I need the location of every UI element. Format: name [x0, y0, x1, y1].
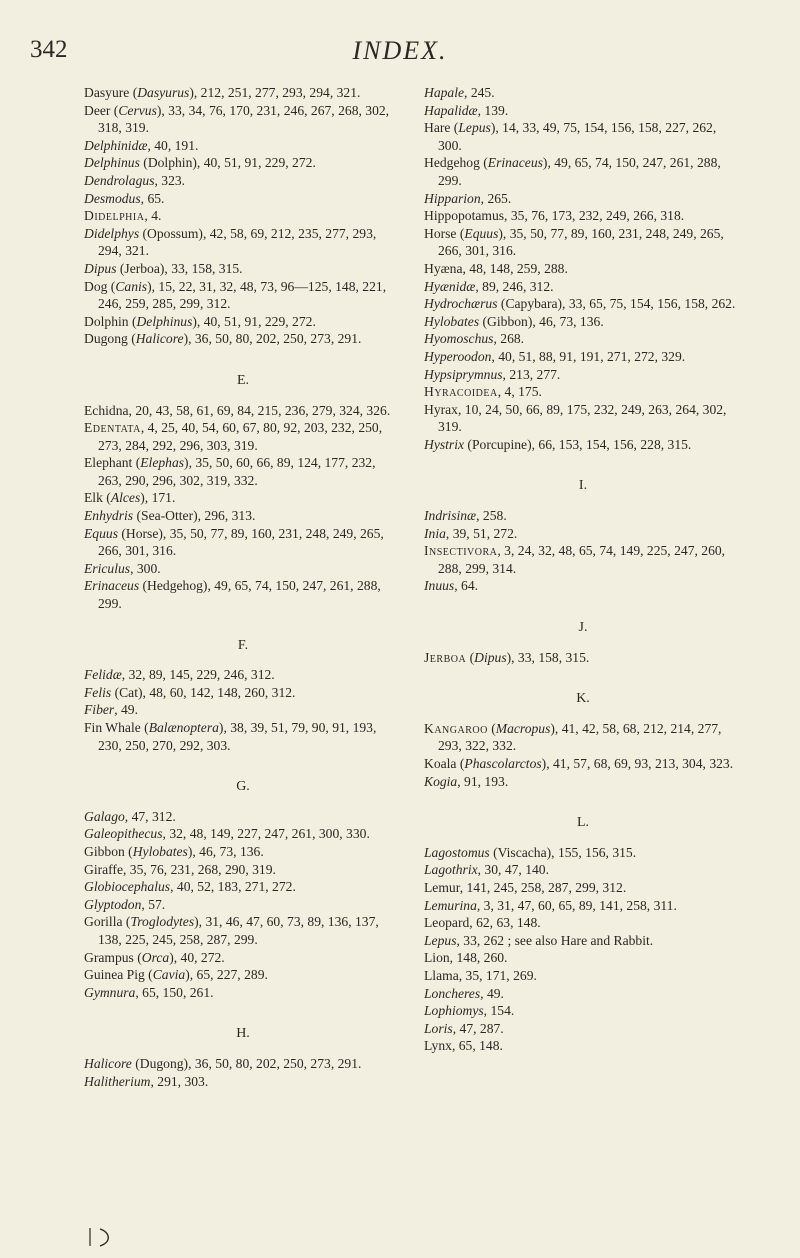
entry-text: , 3, 24, 32, 48, 65, 74, 149, 225, 247, 260, 288, 299, 314. — [438, 543, 726, 576]
index-entry — [84, 825, 402, 843]
index-entry — [84, 489, 402, 507]
entry-latin-name: Desmodus — [84, 190, 141, 206]
entry-latin-name: Glyptodon — [84, 896, 142, 912]
index-entry — [424, 542, 742, 577]
index-entry — [84, 84, 402, 102]
entry-text: ), 33, 158, 315. — [506, 649, 590, 665]
entry-latin-name: Erinaceus — [487, 155, 543, 171]
entry-text: ( — [487, 720, 496, 736]
entry-text: ), 38, 39, 51, 79, 90, 91, 193, 230, 250, 270, 292, 303. — [98, 720, 377, 753]
entry-latin-name: Hyænidæ — [424, 278, 476, 294]
entry-text: , 57. — [141, 896, 166, 912]
entry-text: Deer ( — [84, 102, 119, 118]
entry-text: (Cat), 48, 60, 142, 148, 260, 312. — [111, 684, 296, 700]
index-entry — [424, 844, 742, 862]
entry-text: (Opossum), 42, 58, 69, 212, 235, 277, 293, 294, 321. — [98, 225, 377, 259]
entry-text: Fin Whale ( — [84, 720, 149, 735]
entry-latin-name: Canis — [115, 278, 148, 294]
index-entry — [84, 313, 402, 331]
index-entry — [84, 1073, 402, 1091]
entry-text: (Gibbon), 46, 73, 136. — [479, 313, 604, 329]
entry-text: Leopard, 62, 63, 148. — [424, 915, 541, 931]
index-entry — [424, 932, 742, 950]
entry-text: , 4, 25, 40, 54, 60, 67, 80, 92, 203, 232, 250, 273, 284, 292, 296, 303, 319. — [98, 420, 383, 453]
index-entry — [84, 225, 402, 260]
index-entry — [84, 560, 402, 578]
entry-text: Lynx, 65, 148. — [424, 1038, 503, 1054]
entry-latin-name: Felidæ — [84, 667, 122, 683]
entry-text: Dugong ( — [84, 331, 136, 347]
section-heading: J. — [578, 620, 588, 636]
index-entry — [84, 878, 402, 896]
entry-group-name: Jerboa — [424, 649, 467, 665]
entry-text: Llama, 35, 171, 269. — [424, 967, 537, 983]
index-entry — [424, 1037, 742, 1055]
entry-text: ), 171. — [140, 490, 176, 506]
index-entry — [84, 419, 402, 454]
entry-text: , 30, 47, 140. — [477, 862, 549, 878]
entry-text: , 4, 175. — [497, 384, 542, 400]
entry-text: , 268. — [493, 331, 525, 347]
index-entry — [424, 436, 742, 454]
entry-group-name: Hyracoidea — [424, 384, 498, 400]
entry-text: , 265. — [480, 190, 512, 206]
entry-latin-name: Halicore — [84, 1055, 132, 1071]
entry-latin-name: Didelphys — [84, 225, 140, 241]
entry-text: Dog ( — [84, 278, 116, 294]
index-entry — [84, 190, 402, 208]
entry-text: , 3, 31, 47, 60, 65, 89, 141, 258, 311. — [476, 897, 677, 913]
entry-text: ), 15, 22, 31, 32, 48, 73, 96—125, 148, 221, 246, 259, 285, 299, 312. — [98, 278, 387, 312]
entry-text: ), 49, 65, 74, 150, 247, 261, 288, 299. — [438, 155, 721, 188]
entry-text: (Hedgehog), 49, 65, 74, 150, 247, 261, 288, 299. — [98, 578, 381, 612]
entry-text: (Dugong), 36, 50, 80, 202, 250, 273, 291. — [131, 1055, 362, 1071]
section-heading: E. — [236, 372, 250, 388]
entry-text: Hedgehog ( — [424, 155, 488, 171]
entry-text: , 4. — [144, 208, 162, 224]
entry-latin-name: Hystrix — [424, 436, 465, 452]
entry-text: , 245. — [464, 85, 495, 100]
entry-text: ), 35, 50, 77, 89, 160, 231, 248, 249, 265, 266, 301, 316. — [438, 225, 724, 259]
index-entry — [424, 897, 742, 915]
entry-latin-name: Lophiomys — [424, 1003, 484, 1019]
index-entry — [424, 313, 742, 331]
index-entry — [84, 402, 402, 420]
entry-text: , 300. — [130, 560, 161, 576]
entry-text: , 65, 150, 261. — [135, 984, 214, 1000]
entry-latin-name: Dipus — [84, 260, 117, 276]
entry-text: ), 35, 50, 60, 66, 89, 124, 177, 232, 263, 290, 296, 302, 319, 332. — [98, 455, 376, 488]
index-entry — [84, 808, 402, 826]
entry-text: , 40, 51, 88, 91, 191, 271, 272, 329. — [491, 348, 686, 364]
section-heading: G. — [236, 779, 250, 795]
index-entry — [84, 966, 402, 984]
index-entry — [424, 720, 742, 755]
entry-text: , 323. — [154, 172, 186, 188]
entry-latin-name: Troglodytes — [130, 914, 195, 930]
entry-text: Gorilla ( — [84, 914, 131, 930]
entry-latin-name: Galeopithecus — [84, 826, 163, 842]
entry-latin-name: Inuus — [424, 578, 455, 594]
index-entry — [424, 949, 742, 967]
index-entry — [424, 967, 742, 985]
entry-group-name: Kangaroo — [424, 720, 488, 736]
index-entry — [424, 861, 742, 879]
entry-latin-name: Erinaceus — [84, 578, 140, 594]
entry-latin-name: Felis — [84, 684, 112, 700]
section-heading: H. — [236, 1026, 250, 1042]
entry-text: Giraffe, 35, 76, 231, 268, 290, 319. — [84, 861, 276, 877]
section-heading: I. — [578, 478, 588, 494]
entry-text: Elephant ( — [84, 455, 141, 471]
index-entry — [84, 507, 402, 525]
entry-text: , 139. — [477, 102, 509, 118]
entry-latin-name: Phascolarctos — [464, 756, 542, 771]
index-entry — [84, 525, 402, 560]
index-entry — [424, 366, 742, 384]
entry-text: ), 65, 227, 289. — [185, 967, 268, 983]
entry-text: Hyrax, 10, 24, 50, 66, 89, 175, 232, 249, 263, 264, 302, 319. — [424, 401, 727, 435]
entry-text: ), 36, 50, 80, 202, 250, 273, 291. — [183, 331, 362, 347]
index-entry — [424, 84, 742, 102]
index-entry — [84, 984, 402, 1002]
index-entry — [84, 577, 402, 612]
entry-text: (Porcupine), 66, 153, 154, 156, 228, 315. — [464, 436, 692, 452]
entry-latin-name: Macropus — [495, 720, 551, 736]
index-entry — [84, 684, 402, 702]
entry-group-name: Edentata — [84, 420, 141, 436]
entry-text: , 33, 262 ; see also Hare and Rabbit. — [456, 932, 654, 948]
index-entry — [424, 1020, 742, 1038]
entry-group-name: Didelphia — [84, 208, 145, 224]
entry-latin-name: Alces — [110, 490, 141, 506]
index-entry — [424, 225, 742, 260]
entry-text: (Horse), 35, 50, 77, 89, 160, 231, 248, 249, 265, 266, 301, 316. — [98, 525, 384, 559]
index-entry — [84, 896, 402, 914]
entry-latin-name: Equus — [464, 225, 499, 241]
entry-text: ), 40, 272. — [169, 949, 225, 965]
index-entry — [84, 861, 402, 879]
entry-latin-name: Dendrolagus — [84, 172, 155, 188]
entry-text: (Dolphin), 40, 51, 91, 229, 272. — [139, 155, 316, 171]
entry-text: ), 14, 33, 49, 75, 154, 156, 158, 227, 262, 300. — [438, 120, 717, 153]
entry-latin-name: Loris — [424, 1020, 453, 1036]
entry-latin-name: Hypsiprymnus — [424, 366, 503, 382]
entry-text: Lemur, 141, 245, 258, 287, 299, 312. — [424, 879, 627, 895]
index-entry — [424, 773, 742, 791]
entry-latin-name: Globiocephalus — [84, 879, 171, 895]
entry-text: Hippopotamus, 35, 76, 173, 232, 249, 266, 318. — [424, 208, 685, 224]
entry-latin-name: Equus — [84, 525, 118, 541]
entry-latin-name: Fiber — [84, 702, 115, 718]
entry-latin-name: Hylobates — [424, 313, 480, 329]
entry-text: ), 31, 46, 47, 60, 73, 89, 136, 137, 138, 225, 245, 258, 287, 299. — [98, 914, 379, 947]
index-entry — [84, 260, 402, 278]
library-stamp-icon — [86, 1226, 120, 1248]
entry-text: ), 40, 51, 91, 229, 272. — [192, 313, 316, 329]
index-entry — [424, 755, 742, 773]
index-entry — [424, 119, 742, 154]
entry-latin-name: Halitherium — [84, 1073, 151, 1089]
entry-text: Hyæna, 48, 148, 259, 288. — [424, 260, 568, 276]
page-header — [0, 36, 800, 76]
entry-latin-name: Hapale — [424, 85, 465, 100]
entry-latin-name: Kogia — [424, 773, 458, 789]
entry-latin-name: Lemurina — [424, 897, 477, 913]
right-column — [424, 84, 742, 1055]
index-entry — [424, 525, 742, 543]
entry-latin-name: Delphinus — [84, 155, 140, 171]
index-entry — [424, 507, 742, 525]
index-entry — [84, 843, 402, 861]
index-entry — [84, 154, 402, 172]
entry-text: , 91, 193. — [457, 773, 509, 789]
entry-latin-name: Hyperoodon — [424, 348, 492, 364]
index-entry — [424, 879, 742, 897]
entry-latin-name: Dasyurus — [137, 85, 190, 100]
entry-latin-name: Loncheres — [424, 985, 481, 1001]
entry-latin-name: Inia — [424, 525, 446, 541]
index-entry — [84, 454, 402, 489]
entry-latin-name: Lagothrix — [424, 862, 478, 878]
section-heading: L. — [576, 815, 590, 831]
index-entry — [84, 1055, 402, 1073]
index-entry — [424, 985, 742, 1003]
entry-text: Horse ( — [424, 225, 465, 241]
entry-text: ), 212, 251, 277, 293, 294, 321. — [189, 85, 361, 100]
entry-text: , 39, 51, 272. — [445, 525, 518, 541]
entry-latin-name: Delphinus — [136, 313, 193, 329]
entry-text: (Viscacha), 155, 156, 315. — [489, 844, 637, 860]
index-entry — [424, 401, 742, 436]
entry-text: ), 41, 57, 68, 69, 93, 213, 304, 323. — [541, 756, 734, 771]
index-entry — [424, 102, 742, 120]
entry-latin-name: Cavia — [152, 967, 186, 983]
index-entry — [424, 190, 742, 208]
index-entry — [84, 207, 402, 225]
entry-text: (Sea-Otter), 296, 313. — [133, 508, 256, 524]
entry-latin-name: Ericulus — [84, 560, 131, 576]
entry-latin-name: Galago — [84, 808, 125, 824]
entry-text: , 64. — [454, 578, 479, 594]
index-entry — [84, 137, 402, 155]
page-number: 342 — [30, 36, 68, 63]
entry-text: (Jerboa), 33, 158, 315. — [116, 260, 243, 276]
index-entry — [84, 278, 402, 313]
entry-text: Echidna, 20, 43, 58, 61, 69, 84, 215, 236, 279, 324, 326. — [84, 402, 391, 418]
section-heading: F. — [237, 637, 249, 653]
entry-latin-name: Hapalidæ — [424, 102, 478, 118]
entry-text: Dasyure ( — [84, 85, 138, 100]
entry-text: Elk ( — [84, 490, 111, 506]
entry-latin-name: Gymnura — [84, 984, 136, 1000]
entry-text: , 40, 191. — [147, 137, 199, 153]
entry-text: , 258. — [476, 508, 507, 524]
entry-latin-name: Balænoptera — [148, 720, 219, 735]
entry-latin-name: Dipus — [474, 649, 507, 665]
entry-latin-name: Enhydris — [84, 508, 134, 524]
entry-latin-name: Orca — [141, 949, 170, 965]
entry-latin-name: Hydrochærus — [424, 296, 498, 312]
index-entry — [424, 154, 742, 189]
entry-text: ), 46, 73, 136. — [187, 843, 264, 859]
index-entry — [424, 914, 742, 932]
index-entry — [84, 949, 402, 967]
entry-text: Dolphin ( — [84, 313, 137, 329]
entry-latin-name: Hipparion — [424, 190, 481, 206]
entry-latin-name: Elephas — [140, 455, 185, 471]
entry-text: Koala ( — [424, 756, 465, 771]
index-entry — [424, 577, 742, 595]
index-entry — [424, 330, 742, 348]
entry-latin-name: Halicore — [135, 331, 184, 347]
entry-text: , 47, 287. — [452, 1020, 504, 1036]
index-entry — [424, 348, 742, 366]
entry-latin-name: Lepus — [458, 120, 491, 136]
index-entry — [84, 666, 402, 684]
left-column — [84, 84, 402, 1090]
index-entry — [424, 278, 742, 296]
entry-text: Guinea Pig ( — [84, 967, 153, 983]
index-entry — [84, 913, 402, 948]
entry-text: ), 41, 42, 58, 68, 212, 214, 277, 293, 322, 332. — [438, 720, 722, 754]
entry-latin-name: Lepus — [424, 932, 457, 948]
index-entry — [84, 719, 402, 754]
entry-latin-name: Lagostomus — [424, 844, 490, 860]
running-title: INDEX. — [352, 36, 448, 65]
index-entry — [84, 102, 402, 137]
entry-text: , 291, 303. — [150, 1073, 209, 1089]
index-entry — [84, 701, 402, 719]
entry-text: , 32, 89, 145, 229, 246, 312. — [121, 667, 275, 683]
entry-text: Lion, 148, 260. — [424, 950, 508, 966]
entry-text: ), 33, 34, 76, 170, 231, 246, 267, 268, 302, 318, 319. — [98, 102, 390, 136]
entry-text: , 49. — [480, 985, 504, 1001]
entry-text: , 89, 246, 312. — [475, 278, 554, 294]
entry-text: , 40, 52, 183, 271, 272. — [170, 879, 296, 895]
index-entry — [424, 295, 742, 313]
entry-text: ( — [466, 649, 475, 665]
entry-latin-name: Indrisinæ — [424, 508, 477, 524]
index-entry — [424, 649, 742, 667]
entry-text: (Capybara), 33, 65, 75, 154, 156, 158, 262. — [497, 296, 736, 312]
entry-text: , 32, 48, 149, 227, 247, 261, 300, 330. — [162, 826, 370, 842]
index-entry — [424, 383, 742, 401]
entry-text: , 49. — [114, 702, 138, 718]
entry-text: , 213, 277. — [502, 366, 561, 382]
index-entry — [84, 330, 402, 348]
entry-text: , 47, 312. — [124, 808, 176, 824]
index-entry — [424, 207, 742, 225]
section-heading: K. — [576, 691, 590, 707]
entry-group-name: Insectivora — [424, 543, 498, 559]
index-entry — [84, 172, 402, 190]
entry-text: Grampus ( — [84, 949, 142, 965]
entry-text: , 154. — [483, 1003, 515, 1019]
entry-latin-name: Cervus — [118, 102, 157, 118]
entry-text: Gibbon ( — [84, 843, 133, 859]
index-entry — [424, 260, 742, 278]
index-entry — [424, 1002, 742, 1020]
entry-latin-name: Delphinidæ — [84, 137, 148, 153]
entry-text: Hare ( — [424, 120, 459, 136]
entry-latin-name: Hylobates — [132, 843, 188, 859]
entry-text: , 65. — [140, 190, 165, 206]
entry-latin-name: Hyomoschus — [424, 331, 494, 347]
